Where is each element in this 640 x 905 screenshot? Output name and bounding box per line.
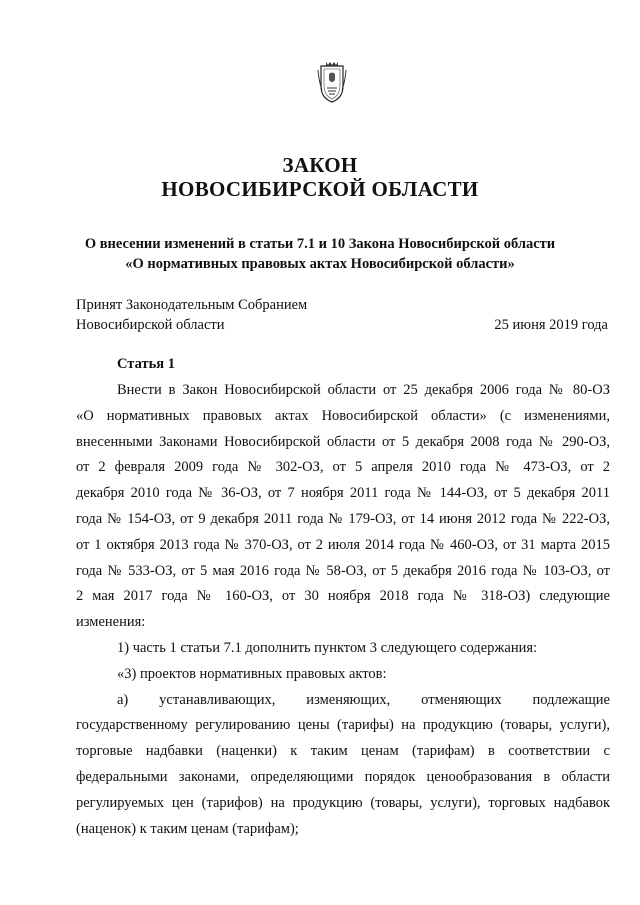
article-heading: Статья 1	[117, 356, 175, 372]
body-text-line: года № 533-ОЗ, от 5 мая 2016 года № 58-ОЗ, от 5 декабря 2016 года № 103-ОЗ, от	[76, 562, 610, 579]
body-text-line: федеральными законами, определяющими порядок ценообразования в области	[76, 769, 610, 785]
adopted-by-line-2: Новосибирской области	[76, 317, 225, 333]
body-text-line: (наценок) к таким ценам (тарифам);	[76, 820, 299, 837]
body-text-line: 1) часть 1 статьи 7.1 дополнить пунктом 3 следующего содержания:	[117, 640, 538, 656]
body-text-line: регулируемых цен (тарифов) на продукцию (товары, услуги), торговых надбавок	[76, 794, 610, 811]
body-text-line: государственному регулированию цены (тарифы) на продукцию (товары, услуги),	[76, 717, 610, 734]
body-text-line: Внести в Закон Новосибирской области от 25 декабря 2006 года № 80-ОЗ	[117, 382, 610, 398]
body-text-line: торговые надбавки (наценки) к таким ценам (тарифам) в соответствии с	[76, 743, 610, 760]
body-text-line: изменения:	[76, 614, 146, 631]
body-text-line: от 2 февраля 2009 года № 302-ОЗ, от 5 апреля 2010 года № 473-ОЗ, от 2	[76, 459, 610, 476]
coat-of-arms-icon	[317, 60, 347, 104]
body-text-line: внесенными Законами Новосибирской области от 5 декабря 2008 года № 290-ОЗ,	[76, 433, 610, 450]
law-subject-line-2: «О нормативных правовых актах Новосибирской области»	[125, 256, 515, 272]
law-subject-line-1: О внесении изменений в статьи 7.1 и 10 Закона Новосибирской области	[84, 236, 556, 252]
law-title-line-1: ЗАКОН	[282, 153, 358, 177]
body-text-line: года № 154-ОЗ, от 9 декабря 2011 года № 179-ОЗ, от 14 июня 2012 года № 222-ОЗ,	[76, 511, 610, 527]
body-text-line: декабря 2010 года № 36-ОЗ, от 7 ноября 2011 года № 144-ОЗ, от 5 декабря 2011	[76, 485, 610, 502]
adopted-by-line-1: Принят Законодательным Собранием	[76, 297, 308, 313]
body-text-line: а) устанавливающих, изменяющих, отменяющих подлежащие	[117, 691, 610, 708]
law-title-line-2: НОВОСИБИРСКОЙ ОБЛАСТИ	[161, 177, 479, 201]
adoption-date: 25 июня 2019 года	[494, 317, 608, 333]
body-text-line: «О нормативных правовых актах Новосибирской области» (с изменениями,	[76, 407, 610, 424]
body-text-line: 2 мая 2017 года № 160-ОЗ, от 30 ноября 2018 года № 318-ОЗ) следующие	[76, 588, 610, 605]
body-text-line: от 1 октября 2013 года № 370-ОЗ, от 2 июля 2014 года № 460-ОЗ, от 31 марта 2015	[76, 536, 610, 553]
body-text-line: «3) проектов нормативных правовых актов:	[117, 665, 387, 682]
